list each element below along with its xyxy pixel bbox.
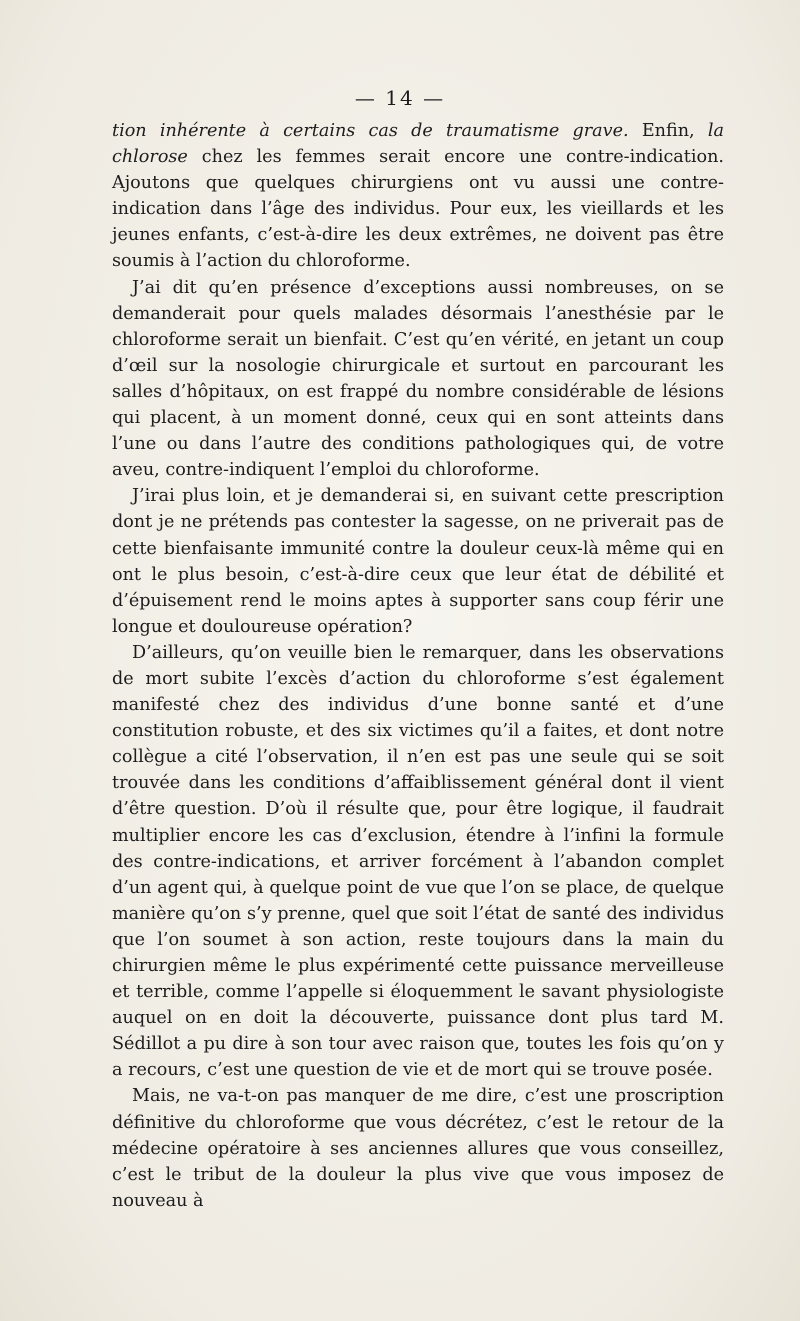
- italic-phrase: tion inhérente à certains cas de traumatisme grave.: [112, 121, 629, 141]
- paragraph-4: D’ailleurs, qu’on veuille bien le remarquer, dans les observations de mort subite l’excès d’action du chloroforme s’est également manifesté chez des individus d’une bonne santé et d’une constitution robuste, et des six victimes qu’il a faites, et dont notre collègue a cité l’observation, il n’en est pas une seule qui se soit trouvée dans les conditions d’affaiblissement général dont il vient d’être question. D’où il résulte que, pour être logique, il faudrait multiplier encore les cas d’exclusion, étendre à l’infini la formule des contre-indications, et arriver forcément à l’abandon complet d’un agent qui, à quelque point de vue que l’on se place, de quelque manière qu’on s’y prenne, quel que soit l’état de santé des individus que l’on soumet à son action, reste toujours dans la main du chirurgien même le plus expérimenté cette puissance merveilleuse et terrible, comme l’appelle si éloquemment le savant physiologiste auquel on en doit la découverte, puissance dont plus tard M. Sédillot a pu dire à son tour avec raison que, toutes les fois qu’on y a recours, c’est une question de vie et de mort qui se trouve posée.: [112, 642, 724, 1081]
- page-number-header: — 14 —: [354, 86, 446, 110]
- italic-phrase: la chlorose: [112, 121, 724, 168]
- text-run: Enfin,: [628, 121, 708, 141]
- paragraph-2: J’ai dit qu’en présence d’exceptions aussi nombreuses, on se demanderait pour quels malades désormais l’anesthésie par le chloroforme serait un bienfait. C’est qu’en vérité, en jetant un coup d’œil sur la nosologie chirurgicale et surtout en parcourant les salles d’hôpitaux, on est frappé du nombre considérable de lésions qui placent, à un moment donné, ceux qui en sont atteints dans l’une ou dans l’autre des conditions pathologiques qui, de votre aveu, contre-indiquent l’emploi du chloroforme.: [112, 277, 724, 481]
- paragraph-1: [112, 118, 724, 275]
- body-text: [112, 118, 724, 1214]
- paragraph-5: Mais, ne va-t-on pas manquer de me dire, c’est une proscription définitive du chloroforme que vous décrétez, c’est le retour de la médecine opératoire à ses anciennes allures que vous conseillez, c’est le tribut de la douleur la plus vive que vous imposez de nouveau à: [112, 1086, 724, 1211]
- text-run: chez les femmes serait encore une contre-indication. Ajoutons que quelques chirurgiens ont vu aussi une contre-indication dans l’âge des individus. Pour eux, les vieillards et les jeunes enfants, c’est-à-dire les deux extrêmes, ne doivent pas être soumis à l’action du chloroforme.: [112, 147, 724, 272]
- paragraph-3: J’irai plus loin, et je demanderai si, en suivant cette prescription dont je ne prétends pas contester la sagesse, on ne priverait pas de cette bienfaisante immunité contre la douleur ceux-là même qui en ont le plus besoin, c’est-à-dire ceux que leur état de débilité et d’épuisement rend le moins aptes à supporter sans coup férir une longue et douloureuse opération?: [112, 486, 724, 637]
